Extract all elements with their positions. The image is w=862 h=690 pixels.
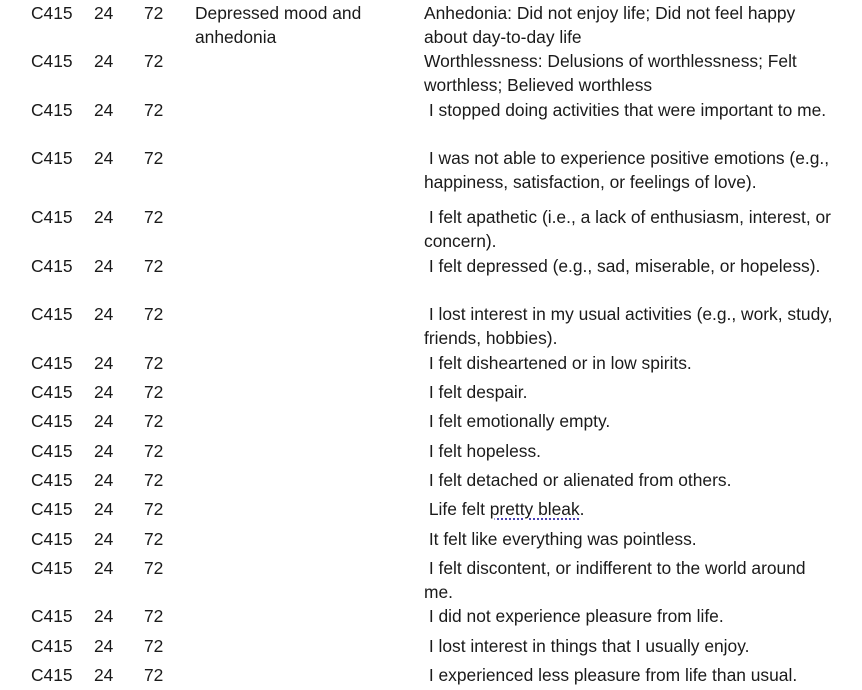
- spellcheck-flagged-phrase[interactable]: pretty bleak: [489, 499, 580, 519]
- table-row: [0, 146, 862, 205]
- code-cell: C415: [31, 3, 73, 23]
- table-row: [0, 302, 862, 351]
- code-cell: C415: [31, 558, 73, 578]
- table-row: [0, 527, 862, 556]
- code-cell: C415: [31, 499, 73, 519]
- number-cell: 72: [144, 3, 164, 23]
- code-cell: C415: [31, 148, 73, 168]
- number-cell: 24: [94, 441, 114, 461]
- number-cell: 24: [94, 3, 114, 23]
- number-cell: 72: [144, 499, 164, 519]
- number-cell: 72: [144, 636, 164, 656]
- number-cell: 24: [94, 304, 114, 324]
- number-cell: 24: [94, 100, 114, 120]
- number-cell: 72: [144, 470, 164, 490]
- item-cell: Worthlessness: Delusions of worthlessness; Felt worthless; Believed worthless: [424, 51, 797, 96]
- number-cell: 72: [144, 256, 164, 276]
- number-cell: 24: [94, 207, 114, 227]
- table-row: [0, 604, 862, 634]
- item-cell: [424, 497, 836, 521]
- item-cell: I felt despair.: [424, 382, 528, 402]
- code-cell: C415: [31, 353, 73, 373]
- table-row: [0, 663, 862, 689]
- number-cell: 24: [94, 606, 114, 626]
- item-cell: I felt apathetic (i.e., a lack of enthusiasm, interest, or concern).: [424, 207, 836, 252]
- code-cell: C415: [31, 304, 73, 324]
- item-text: Life felt: [424, 499, 490, 519]
- number-cell: 24: [94, 256, 114, 276]
- item-cell: I stopped doing activities that were important to me.: [424, 100, 827, 120]
- table-row: [0, 205, 862, 254]
- item-cell: I was not able to experience positive emotions (e.g., happiness, satisfaction, or feelings of love).: [424, 148, 834, 193]
- item-cell: Anhedonia: Did not enjoy life; Did not feel happy about day-to-day life: [424, 3, 796, 48]
- table-row: [0, 468, 862, 497]
- code-cell: C415: [31, 411, 73, 431]
- table-row: [0, 1, 862, 49]
- code-cell: C415: [31, 665, 73, 685]
- code-cell: C415: [31, 256, 73, 276]
- table-row: [0, 556, 862, 604]
- item-cell: I felt disheartened or in low spirits.: [424, 353, 692, 373]
- item-cell: I felt detached or alienated from others.: [424, 470, 732, 490]
- number-cell: 72: [144, 606, 164, 626]
- code-cell: C415: [31, 441, 73, 461]
- table-row: [0, 634, 862, 663]
- item-cell: It felt like everything was pointless.: [424, 529, 697, 549]
- document-table: [0, 1, 862, 689]
- number-cell: 24: [94, 529, 114, 549]
- item-text: .: [579, 499, 585, 519]
- code-cell: C415: [31, 606, 73, 626]
- table-row: [0, 439, 862, 468]
- number-cell: 24: [94, 665, 114, 685]
- number-cell: 72: [144, 411, 164, 431]
- number-cell: 24: [94, 636, 114, 656]
- item-cell: I lost interest in my usual activities (e.g., work, study, friends, hobbies).: [424, 304, 838, 349]
- number-cell: 72: [144, 100, 164, 120]
- table-row: [0, 380, 862, 409]
- table-row: [0, 497, 862, 527]
- code-cell: C415: [31, 636, 73, 656]
- code-cell: C415: [31, 529, 73, 549]
- number-cell: 72: [144, 441, 164, 461]
- number-cell: 72: [144, 207, 164, 227]
- item-cell: I felt emotionally empty.: [424, 411, 611, 431]
- item-cell: I did not experience pleasure from life.: [424, 606, 724, 626]
- number-cell: 72: [144, 353, 164, 373]
- domain-cell: Depressed mood and anhedonia: [195, 3, 362, 48]
- code-cell: C415: [31, 100, 73, 120]
- number-cell: 72: [144, 529, 164, 549]
- number-cell: 72: [144, 558, 164, 578]
- number-cell: 24: [94, 51, 114, 71]
- number-cell: 24: [94, 499, 114, 519]
- number-cell: 72: [144, 382, 164, 402]
- number-cell: 24: [94, 353, 114, 373]
- table-row: [0, 351, 862, 380]
- code-cell: C415: [31, 207, 73, 227]
- table-row: [0, 49, 862, 98]
- number-cell: 24: [94, 382, 114, 402]
- item-cell: I experienced less pleasure from life than usual.: [424, 665, 798, 685]
- number-cell: 72: [144, 148, 164, 168]
- code-cell: C415: [31, 470, 73, 490]
- code-cell: C415: [31, 51, 73, 71]
- table-row: [0, 98, 862, 146]
- number-cell: 24: [94, 411, 114, 431]
- number-cell: 72: [144, 51, 164, 71]
- number-cell: 72: [144, 665, 164, 685]
- item-cell: I felt discontent, or indifferent to the world around me.: [424, 558, 811, 603]
- table-row: [0, 409, 862, 439]
- number-cell: 24: [94, 470, 114, 490]
- item-cell: I felt depressed (e.g., sad, miserable, or hopeless).: [424, 256, 821, 276]
- item-cell: I lost interest in things that I usually enjoy.: [424, 636, 750, 656]
- number-cell: 24: [94, 148, 114, 168]
- table-row: [0, 254, 862, 302]
- code-cell: C415: [31, 382, 73, 402]
- number-cell: 24: [94, 558, 114, 578]
- item-cell: I felt hopeless.: [424, 441, 541, 461]
- number-cell: 72: [144, 304, 164, 324]
